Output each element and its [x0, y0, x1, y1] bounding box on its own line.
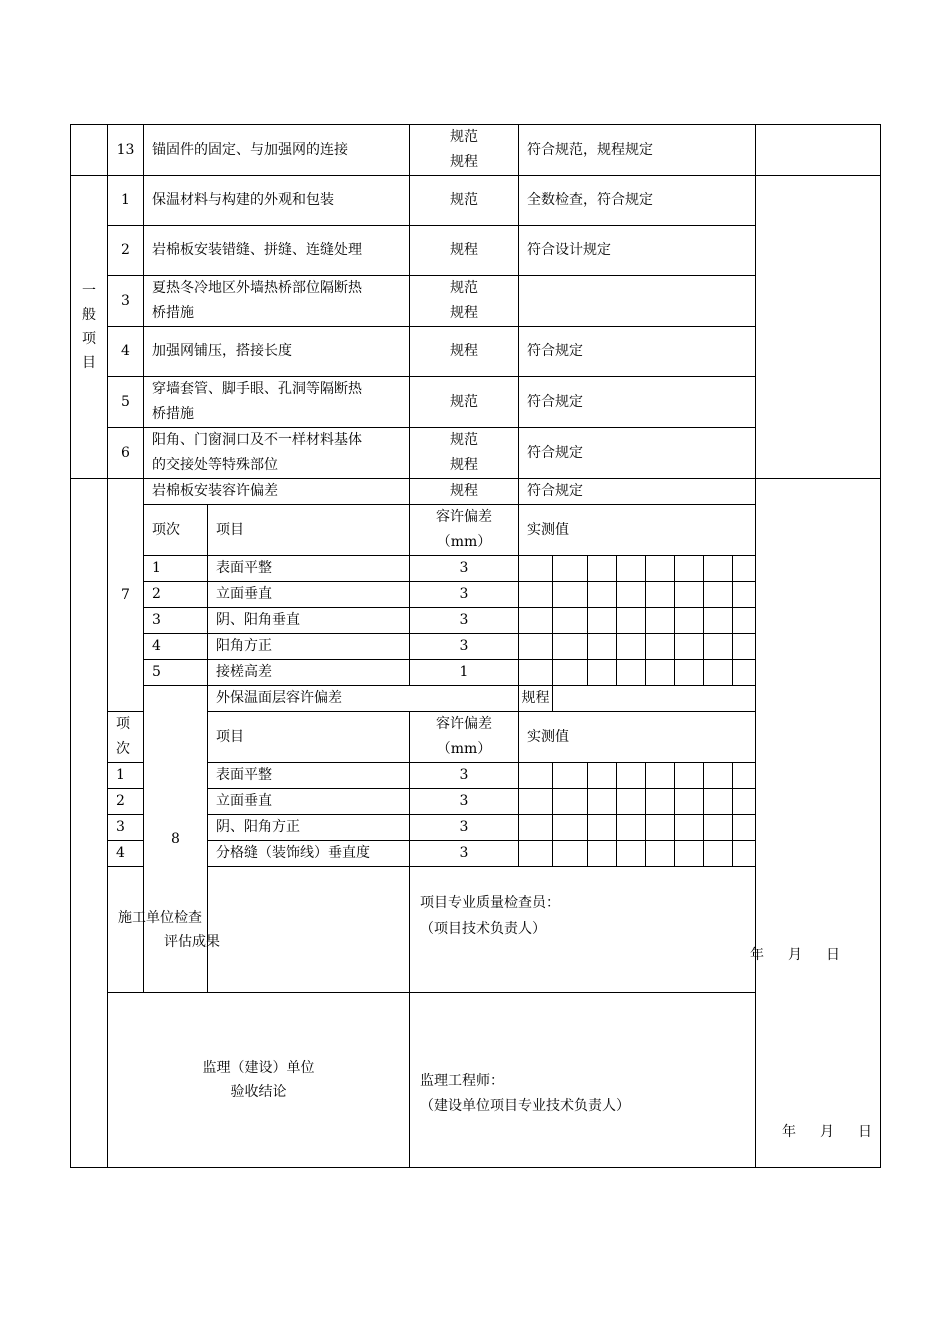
measured-cell[interactable] [733, 608, 756, 634]
basis-line-2: 规程 [450, 154, 478, 170]
tol-line-1: 容许偏差 [436, 509, 492, 525]
row-tolerance: 1 [410, 660, 519, 686]
item-description [144, 377, 410, 428]
row-index: 2 [108, 789, 144, 815]
row-tolerance: 3 [410, 815, 519, 841]
measured-cell[interactable] [588, 556, 617, 582]
item-result: 符合规定 [519, 428, 756, 479]
measured-cell[interactable] [646, 660, 675, 686]
measured-cell[interactable] [733, 763, 756, 789]
row-index: 1 [144, 556, 208, 582]
supervision-label [108, 993, 410, 1168]
row-index: 2 [144, 582, 208, 608]
measured-cell[interactable] [553, 789, 588, 815]
item-result [519, 276, 756, 327]
supervision-sign-area[interactable] [410, 993, 881, 1168]
measured-cell[interactable] [588, 841, 617, 867]
measured-cell[interactable] [588, 608, 617, 634]
measured-cell[interactable] [519, 660, 553, 686]
measured-cell[interactable] [675, 763, 704, 789]
row-index: 3 [108, 815, 144, 841]
engineer-label: 监理工程师： [420, 1073, 504, 1089]
measured-cell[interactable] [617, 608, 646, 634]
desc-line-1: 夏热冬冷地区外墙热桥部位隔断热 [152, 280, 362, 296]
row-index: 4 [144, 634, 208, 660]
item-basis [410, 428, 519, 479]
measured-cell[interactable] [617, 660, 646, 686]
section-basis: 规程 [519, 686, 553, 712]
row-item: 表面平整 [208, 763, 410, 789]
desc-line-2: 桥措施 [152, 406, 194, 422]
header-index: 项次 [144, 505, 208, 556]
measured-cell[interactable] [704, 660, 733, 686]
header-tolerance [410, 712, 519, 763]
label-line-1: 监理（建设）单位 [202, 1060, 315, 1076]
measured-cell[interactable] [646, 634, 675, 660]
measured-cell[interactable] [646, 815, 675, 841]
basis-line-1: 规范 [450, 129, 478, 145]
group-label-cell [71, 479, 108, 1168]
item-description: 保温材料与构建的外观和包装 [144, 176, 410, 226]
item-basis [410, 125, 519, 176]
label-line-2: 评估成果 [164, 933, 220, 950]
measured-cell[interactable] [617, 815, 646, 841]
desc-line-2: 桥措施 [152, 305, 194, 321]
item-basis [410, 276, 519, 327]
inspection-table [70, 124, 881, 1168]
measured-cell[interactable] [519, 789, 553, 815]
measured-cell[interactable] [675, 841, 704, 867]
section-basis: 规程 [410, 479, 519, 505]
row-item: 立面垂直 [208, 789, 410, 815]
construction-label [108, 867, 410, 993]
row-item: 表面平整 [208, 556, 410, 582]
day-label: 日 [826, 947, 840, 963]
table-row [71, 176, 881, 226]
header-measured: 实测值 [519, 505, 756, 556]
measured-cell[interactable] [617, 582, 646, 608]
item-number: 6 [108, 428, 144, 479]
header-measured: 实测值 [519, 712, 756, 763]
item-result: 符合规范，规程规定 [519, 125, 756, 176]
tol-line-2: （mm） [436, 741, 492, 757]
measured-cell[interactable] [675, 789, 704, 815]
item-number: 5 [108, 377, 144, 428]
section-title: 岩棉板安装容许偏差 [144, 479, 410, 505]
measured-cell[interactable] [675, 660, 704, 686]
row-item: 立面垂直 [208, 582, 410, 608]
row-tolerance: 3 [410, 634, 519, 660]
desc-line-1: 穿墙套管、脚手眼、孔洞等隔断热 [152, 381, 362, 397]
construction-sign-area[interactable] [410, 867, 881, 993]
measured-cell[interactable] [704, 608, 733, 634]
tech-lead-label: （项目技术负责人） [420, 921, 546, 937]
section-number: 7 [108, 479, 144, 712]
desc-line-2: 的交接处等特殊部位 [152, 457, 278, 473]
section-number: 8 [144, 686, 208, 993]
remark-cell [756, 176, 881, 479]
row-tolerance: 3 [410, 582, 519, 608]
inspector-label: 项目专业质量检查员： [420, 895, 560, 911]
measured-cell[interactable] [675, 634, 704, 660]
table-row [71, 125, 881, 176]
measured-cell[interactable] [646, 841, 675, 867]
month-label: 月 [820, 1124, 834, 1140]
measured-cell[interactable] [519, 556, 553, 582]
item-basis: 规范 [410, 377, 519, 428]
measured-cell[interactable] [553, 815, 588, 841]
row-index: 1 [108, 763, 144, 789]
row-item: 阴、阳角方正 [208, 815, 410, 841]
header-item: 项目 [208, 712, 410, 763]
measured-cell[interactable] [646, 556, 675, 582]
measured-cell[interactable] [733, 582, 756, 608]
supervision-date [758, 1120, 872, 1145]
row-item: 接槎高差 [208, 660, 410, 686]
measured-cell[interactable] [704, 634, 733, 660]
desc-line-1: 阳角、门窗洞口及不一样材料基体 [152, 432, 362, 448]
item-result: 全数检查，符合规定 [519, 176, 756, 226]
item-description [144, 428, 410, 479]
label-char: 项 [82, 331, 96, 347]
measured-cell[interactable] [646, 582, 675, 608]
item-result: 符合设计规定 [519, 226, 756, 276]
measured-cell[interactable] [588, 763, 617, 789]
item-basis: 规程 [410, 226, 519, 276]
measured-cell[interactable] [733, 556, 756, 582]
item-result: 符合规定 [519, 377, 756, 428]
measured-cell[interactable] [733, 789, 756, 815]
year-label: 年 [782, 1124, 796, 1140]
remark-cell [756, 125, 881, 176]
table-row [71, 686, 881, 712]
measured-cell[interactable] [617, 634, 646, 660]
row-tolerance: 3 [410, 608, 519, 634]
measured-cell[interactable] [733, 841, 756, 867]
row-tolerance: 3 [410, 556, 519, 582]
measured-cell[interactable] [733, 815, 756, 841]
item-description [144, 276, 410, 327]
item-basis: 规程 [410, 327, 519, 377]
general-items-label [71, 176, 108, 479]
measured-cell[interactable] [675, 815, 704, 841]
item-number: 2 [108, 226, 144, 276]
owner-lead-label: （建设单位项目专业技术负责人） [420, 1098, 630, 1114]
basis-line-2: 规程 [450, 305, 478, 321]
measured-cell[interactable] [553, 556, 588, 582]
item-description: 锚固件的固定、与加强网的连接 [144, 125, 410, 176]
label-line-2: 验收结论 [230, 1084, 287, 1100]
item-basis: 规范 [410, 176, 519, 226]
measured-cell[interactable] [553, 582, 588, 608]
measured-cell[interactable] [553, 660, 588, 686]
row-tolerance: 3 [410, 763, 519, 789]
measured-cell[interactable] [519, 763, 553, 789]
measured-cell[interactable] [733, 660, 756, 686]
measured-cell[interactable] [704, 582, 733, 608]
row-item: 阳角方正 [208, 634, 410, 660]
table-row [71, 867, 881, 993]
item-description: 加强网铺压，搭接长度 [144, 327, 410, 377]
label-char: 目 [82, 355, 96, 371]
measured-cell[interactable] [553, 634, 588, 660]
basis-line-1: 规范 [450, 280, 478, 296]
label-char: 般 [82, 307, 96, 323]
item-number: 4 [108, 327, 144, 377]
measured-cell[interactable] [646, 763, 675, 789]
measured-cell[interactable] [704, 841, 733, 867]
section-title: 外保温面层容许偏差 [208, 686, 519, 712]
header-item: 项目 [208, 505, 410, 556]
item-number: 3 [108, 276, 144, 327]
measured-cell[interactable] [588, 634, 617, 660]
month-label: 月 [788, 947, 802, 963]
measured-cell[interactable] [675, 582, 704, 608]
table-row [71, 479, 881, 505]
measured-cell[interactable] [617, 763, 646, 789]
measured-cell[interactable] [646, 608, 675, 634]
measured-cell[interactable] [588, 789, 617, 815]
measured-cell[interactable] [588, 815, 617, 841]
row-item: 分格缝（装饰线）垂直度 [208, 841, 410, 867]
row-item: 阴、阳角垂直 [208, 608, 410, 634]
measured-cell[interactable] [704, 763, 733, 789]
row-tolerance: 3 [410, 789, 519, 815]
item-number: 1 [108, 176, 144, 226]
row-index: 5 [144, 660, 208, 686]
measured-cell[interactable] [646, 789, 675, 815]
table-row [71, 993, 881, 1168]
item-result: 符合规定 [519, 327, 756, 377]
header-index: 项次 [108, 712, 144, 763]
basis-line-1: 规范 [450, 432, 478, 448]
measured-cell[interactable] [519, 841, 553, 867]
row-index: 3 [144, 608, 208, 634]
measured-cell[interactable] [675, 556, 704, 582]
item-description: 岩棉板安装错缝、拼缝、连缝处理 [144, 226, 410, 276]
section-result [553, 686, 881, 712]
label-line-1: 施工单位检查 [118, 909, 202, 926]
measured-cell[interactable] [733, 634, 756, 660]
basis-line-2: 规程 [450, 457, 478, 473]
row-tolerance: 3 [410, 841, 519, 867]
label-char: 一 [82, 283, 96, 299]
year-label: 年 [750, 947, 764, 963]
measured-cell[interactable] [519, 815, 553, 841]
tol-line-2: （mm） [436, 534, 492, 550]
group-label-cell [71, 125, 108, 176]
measured-cell[interactable] [617, 556, 646, 582]
measured-cell[interactable] [704, 815, 733, 841]
measured-cell[interactable] [704, 789, 733, 815]
row-index: 4 [108, 841, 144, 867]
measured-cell[interactable] [553, 608, 588, 634]
construction-date [726, 943, 840, 968]
measured-cell[interactable] [519, 634, 553, 660]
section-result: 符合规定 [519, 479, 756, 505]
measured-cell[interactable] [519, 608, 553, 634]
day-label: 日 [858, 1124, 872, 1140]
measured-cell[interactable] [553, 763, 588, 789]
measured-cell[interactable] [553, 841, 588, 867]
item-number: 13 [108, 125, 144, 176]
measured-cell[interactable] [704, 556, 733, 582]
measured-cell[interactable] [675, 608, 704, 634]
measured-cell[interactable] [588, 582, 617, 608]
tol-line-1: 容许偏差 [436, 716, 492, 732]
measured-cell[interactable] [519, 582, 553, 608]
measured-cell[interactable] [617, 841, 646, 867]
header-tolerance [410, 505, 519, 556]
measured-cell[interactable] [617, 789, 646, 815]
measured-cell[interactable] [588, 660, 617, 686]
